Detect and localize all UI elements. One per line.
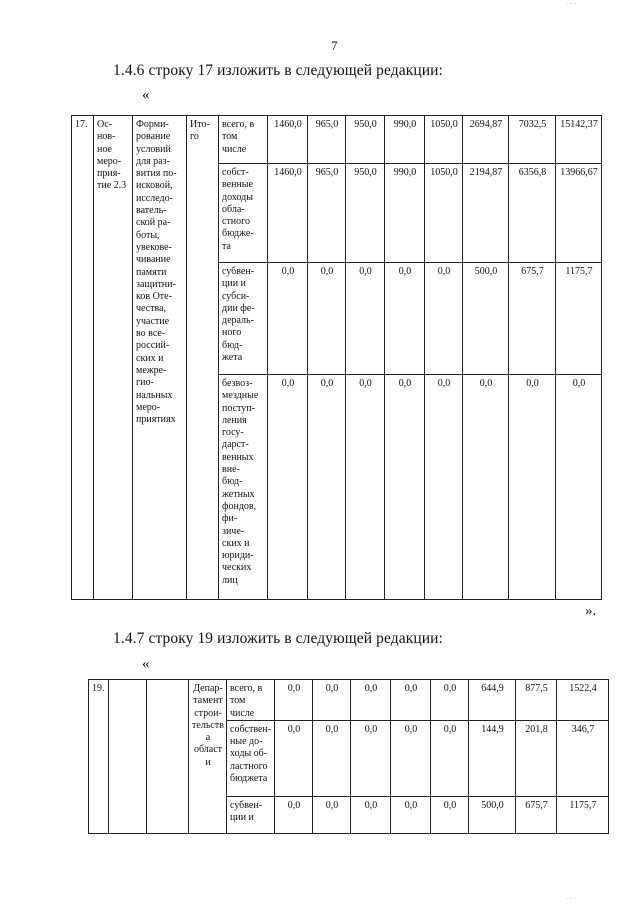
amount-cell: 346,7	[557, 720, 609, 796]
amount-cell: 675,7	[509, 263, 556, 375]
amount-cell: 6356,8	[509, 164, 556, 263]
close-quote: ».	[585, 603, 597, 619]
section-heading-1-4-7: 1.4.7 строку 19 изложить в следующей редакции:	[113, 630, 443, 647]
amount-cell: 500,0	[463, 263, 509, 375]
amount-cell: 0,0	[431, 680, 469, 721]
scan-noise-bottom: · · ·	[566, 895, 577, 903]
amount-cell: 0,0	[268, 263, 308, 375]
funding-source-cell: всего, в том числе	[219, 116, 268, 164]
amount-cell: 0,0	[313, 720, 351, 796]
amount-cell: 1460,0	[268, 164, 308, 263]
page-number: 7	[331, 38, 338, 53]
amount-cell: 675,7	[516, 796, 557, 833]
open-quote-2: «	[142, 656, 150, 672]
section-heading-1-4-6: 1.4.6 строку 17 изложить в следующей редакции:	[113, 62, 443, 79]
amount-cell: 7032,5	[509, 116, 556, 164]
scan-noise-top: · · ·	[566, 0, 577, 8]
funding-source-cell: всего, в том числе	[227, 680, 275, 721]
amount-cell: 0,0	[308, 375, 346, 600]
amount-cell: 1050,0	[425, 164, 463, 263]
amount-cell: 0,0	[431, 796, 469, 833]
amount-cell: 0,0	[351, 796, 391, 833]
amount-cell: 0,0	[425, 263, 463, 375]
amount-cell: 144,9	[469, 720, 516, 796]
amount-cell: 644,9	[469, 680, 516, 721]
amount-cell: 1175,7	[556, 263, 602, 375]
funding-source-cell: субвен- ции и	[227, 796, 275, 833]
funding-source-cell: безвоз- мездные поступ- ления госу- дарст- венных вне- бюд- жетных фондов, фи- зиче- ских и юриди- ческих лиц	[219, 375, 268, 600]
amount-cell: 1522,4	[557, 680, 609, 721]
amount-cell: 965,0	[308, 116, 346, 164]
amount-cell: 990,0	[385, 164, 425, 263]
amount-cell: 0,0	[268, 375, 308, 600]
amount-cell: 0,0	[385, 375, 425, 600]
amount-cell: 500,0	[469, 796, 516, 833]
amount-cell: 0,0	[308, 263, 346, 375]
amount-cell: 0,0	[313, 680, 351, 721]
amount-cell: 990,0	[385, 116, 425, 164]
amount-cell: 877,5	[516, 680, 557, 721]
measure-name-cell	[147, 680, 189, 834]
executor-cell: Ито- го	[187, 116, 219, 600]
funding-source-cell: субвен- ции и субси- дии фе- дераль- ного бюд- жета	[219, 263, 268, 375]
open-quote: «	[142, 87, 150, 103]
amount-cell: 0,0	[275, 680, 313, 721]
measure-name-cell: Форми- рование условий для раз- вития по- исковой, исследо- ватель- ской ра- боты, увекове- чивание памяти защитни- ков Оте- чества, участие во все- россий- ских и межре- гио- нальных меро- приятиях	[133, 116, 187, 600]
amendment-table-row-17	[71, 115, 602, 600]
amount-cell: 0,0	[509, 375, 556, 600]
amount-cell: 1175,7	[557, 796, 609, 833]
amount-cell: 0,0	[346, 375, 385, 600]
amount-cell: 13966,67	[556, 164, 602, 263]
amount-cell: 1050,0	[425, 116, 463, 164]
amount-cell: 0,0	[346, 263, 385, 375]
executor-cell: Депар- тамент строи- тельства области	[189, 680, 227, 834]
row-number-cell: 17.	[72, 116, 94, 600]
amount-cell: 0,0	[391, 680, 431, 721]
amount-cell: 15142,37	[556, 116, 602, 164]
amount-cell: 0,0	[351, 680, 391, 721]
amount-cell: 0,0	[391, 796, 431, 833]
amount-cell: 0,0	[556, 375, 602, 600]
amount-cell: 2194,87	[463, 164, 509, 263]
amount-cell: 950,0	[346, 116, 385, 164]
amount-cell: 0,0	[275, 720, 313, 796]
amount-cell: 2694,87	[463, 116, 509, 164]
table-row	[89, 680, 609, 721]
funding-source-cell: собст- венные доходы обла- стного бюдже- та	[219, 164, 268, 263]
amount-cell: 0,0	[391, 720, 431, 796]
amount-cell: 0,0	[313, 796, 351, 833]
table-row	[72, 116, 602, 164]
amount-cell: 950,0	[346, 164, 385, 263]
amount-cell: 0,0	[385, 263, 425, 375]
amount-cell: 201,8	[516, 720, 557, 796]
amount-cell: 0,0	[351, 720, 391, 796]
amount-cell: 0,0	[463, 375, 509, 600]
amendment-table-row-19	[88, 679, 609, 834]
amount-cell: 0,0	[431, 720, 469, 796]
measure-type-cell	[109, 680, 147, 834]
amount-cell: 965,0	[308, 164, 346, 263]
funding-source-cell: собствен- ные до- ходы об- ластного бюджета	[227, 720, 275, 796]
row-number-cell: 19.	[89, 680, 109, 834]
amount-cell: 0,0	[425, 375, 463, 600]
amount-cell: 1460,0	[268, 116, 308, 164]
amount-cell: 0,0	[275, 796, 313, 833]
measure-type-cell: Ос- нов- ное меро- прия- тие 2.3	[94, 116, 133, 600]
